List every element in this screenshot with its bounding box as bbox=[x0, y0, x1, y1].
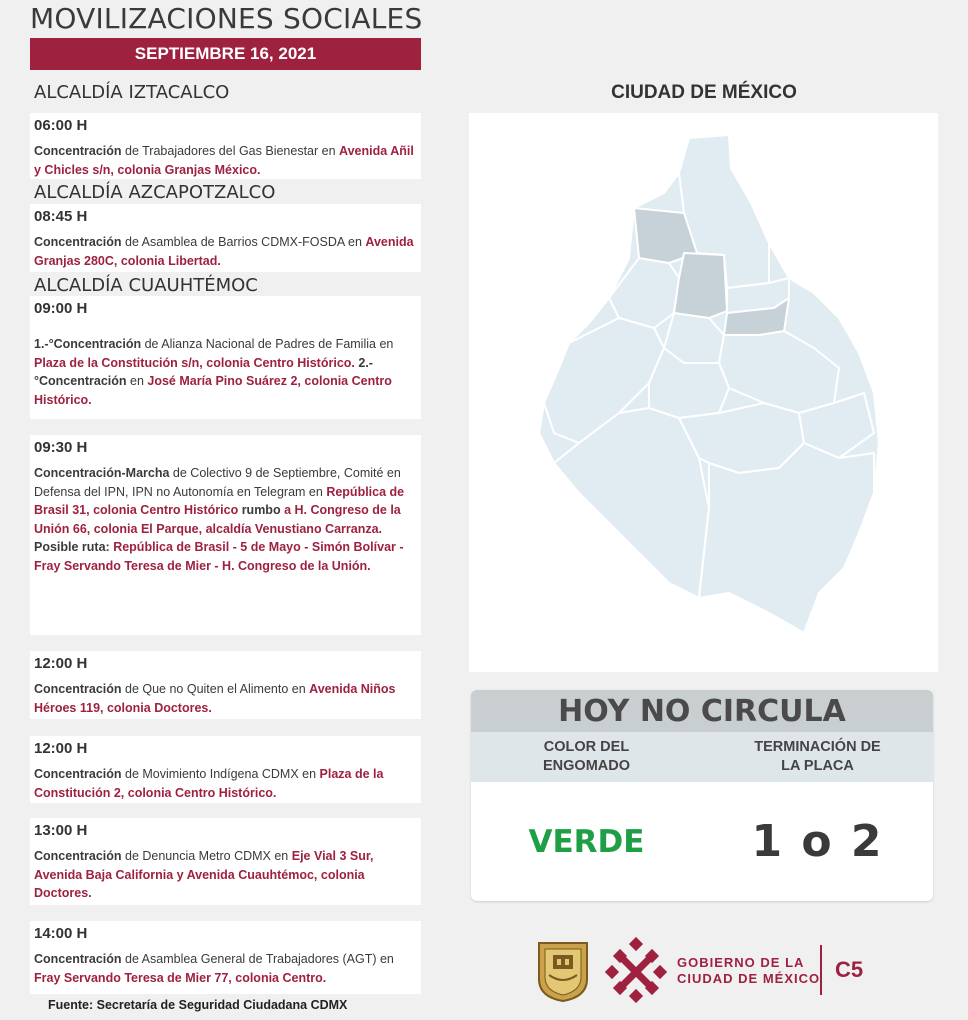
event-text: de Movimiento Indígena CDMX en bbox=[121, 767, 320, 781]
engomado-label: COLOR DEL ENGOMADO bbox=[543, 739, 630, 774]
event-text: de Trabajadores del Gas Bienestar en bbox=[121, 144, 340, 158]
event-location-text: a H. Congreso de la Unión 66, colonia El Parque, alcaldía Venustiano Carranza. bbox=[34, 503, 401, 536]
gobierno-cdmx-text bbox=[677, 955, 820, 987]
cdmx-coat-of-arms-icon bbox=[535, 939, 591, 1003]
event-description bbox=[34, 335, 417, 409]
event-card bbox=[30, 921, 421, 994]
event-card bbox=[30, 204, 421, 272]
event-location-text: República de Brasil - 5 de Mayo - Simón Bolívar - Fray Servando Teresa de Mier - H. Congreso de la Unión. bbox=[34, 540, 404, 573]
event-text: en bbox=[126, 374, 148, 388]
engomado-value: VERDE bbox=[528, 823, 645, 860]
event-description bbox=[34, 233, 417, 270]
event-time: 09:00 H bbox=[34, 300, 88, 317]
event-location-text: Fray Servando Teresa de Mier 77, colonia Centro. bbox=[34, 970, 327, 985]
alcaldia-heading-cuauhtemoc: ALCALDÍA CUAUHTÉMOC bbox=[34, 275, 258, 296]
event-location-text: Avenida Niños Héroes 119, colonia Doctores. bbox=[34, 682, 396, 715]
alcaldia-heading-iztacalco: ALCALDÍA IZTACALCO bbox=[34, 82, 230, 103]
event-location-text: Plaza de la Constitución s/n, colonia Centro Histórico. bbox=[34, 355, 355, 370]
event-location-text: José María Pino Suárez 2, colonia Centro Histórico. bbox=[34, 374, 392, 407]
event-text: de Que no Quiten el Alimento en bbox=[121, 682, 310, 696]
event-location-text: Avenida Añil y Chicles s/n, colonia Granjas México. bbox=[34, 144, 414, 177]
event-card bbox=[30, 736, 421, 803]
event-time: 12:00 H bbox=[34, 740, 88, 757]
event-type-text: Concentración bbox=[34, 849, 122, 863]
gobierno-cdmx-logo-icon bbox=[605, 937, 667, 1003]
event-description bbox=[34, 142, 417, 179]
event-card bbox=[30, 113, 421, 179]
event-type-text: Posible ruta: bbox=[34, 540, 114, 554]
event-time: 06:00 H bbox=[34, 117, 88, 134]
event-description bbox=[34, 765, 417, 802]
event-location-text: Plaza de la Constitución 2, colonia Centro Histórico. bbox=[34, 767, 384, 800]
event-text: de Alianza Nacional de Padres de Familia en bbox=[141, 337, 394, 351]
event-time: 13:00 H bbox=[34, 822, 88, 839]
event-type-text: Concentración bbox=[34, 144, 122, 158]
event-description bbox=[34, 464, 417, 575]
event-card bbox=[30, 818, 421, 905]
event-type-text: rumbo bbox=[238, 503, 285, 517]
event-text: de Colectivo 9 de Septiembre, Comité en Defensa del IPN, IPN no Autonomía en Telegram en bbox=[34, 466, 401, 499]
event-time: 09:30 H bbox=[34, 439, 88, 456]
event-location-text: Avenida Granjas 280C, colonia Libertad. bbox=[34, 235, 414, 268]
placa-value: 1 o 2 bbox=[751, 816, 884, 867]
event-type-text: Concentración bbox=[34, 235, 122, 249]
event-description bbox=[34, 847, 417, 903]
event-type-text: Concentración-Marcha bbox=[34, 466, 170, 480]
event-text: de Asamblea de Barrios CDMX-FOSDA en bbox=[121, 235, 366, 249]
page-title: MOVILIZACIONES SOCIALES bbox=[30, 2, 423, 35]
event-card bbox=[30, 435, 421, 635]
event-location-text: Eje Vial 3 Sur, Avenida Baja California y Avenida Cuauhtémoc, colonia Doctores. bbox=[34, 849, 374, 900]
event-location-text: República de Brasil 31, colonia Centro Histórico bbox=[34, 484, 405, 517]
event-time: 14:00 H bbox=[34, 925, 88, 942]
event-type-text: Concentración bbox=[34, 682, 122, 696]
cdmx-map-svg bbox=[469, 113, 938, 672]
event-card bbox=[30, 651, 421, 719]
event-type-text: Concentración bbox=[34, 767, 122, 781]
event-time: 12:00 H bbox=[34, 655, 88, 672]
c5-logo: C5 bbox=[835, 957, 864, 982]
event-text: de Denuncia Metro CDMX en bbox=[121, 849, 292, 863]
map-region-cuauhtemoc bbox=[674, 253, 727, 318]
logo-separator bbox=[820, 945, 822, 995]
gobierno-line-2: CIUDAD DE MÉXICO bbox=[677, 971, 821, 986]
event-type-text: 1.-°Concentración bbox=[34, 337, 142, 351]
hoy-no-circula-title: HOY NO CIRCULA bbox=[471, 690, 933, 732]
date-banner: SEPTIEMBRE 16, 2021 bbox=[30, 38, 421, 70]
gobierno-line-1: GOBIERNO DE LA bbox=[677, 955, 805, 970]
event-card bbox=[30, 296, 421, 419]
map-title: CIUDAD DE MÉXICO bbox=[611, 82, 797, 103]
event-time: 08:45 H bbox=[34, 208, 88, 225]
placa-label: TERMINACIÓN DE LA PLACA bbox=[754, 739, 881, 774]
map-region-milpa-alta bbox=[699, 443, 874, 633]
event-type-text: 2.-°Concentración bbox=[34, 355, 373, 388]
event-type-text: Concentración bbox=[34, 952, 122, 966]
event-text: de Asamblea General de Trabajadores (AGT) en bbox=[121, 952, 394, 966]
cdmx-map bbox=[469, 113, 938, 672]
source-note: Fuente: Secretaría de Seguridad Ciudadana CDMX bbox=[48, 998, 348, 1012]
event-description bbox=[34, 680, 417, 717]
event-description bbox=[34, 950, 417, 987]
footer-logos bbox=[535, 935, 875, 1005]
hoy-no-circula-panel bbox=[471, 690, 933, 901]
alcaldia-heading-azcapotzalco: ALCALDÍA AZCAPOTZALCO bbox=[34, 182, 276, 203]
